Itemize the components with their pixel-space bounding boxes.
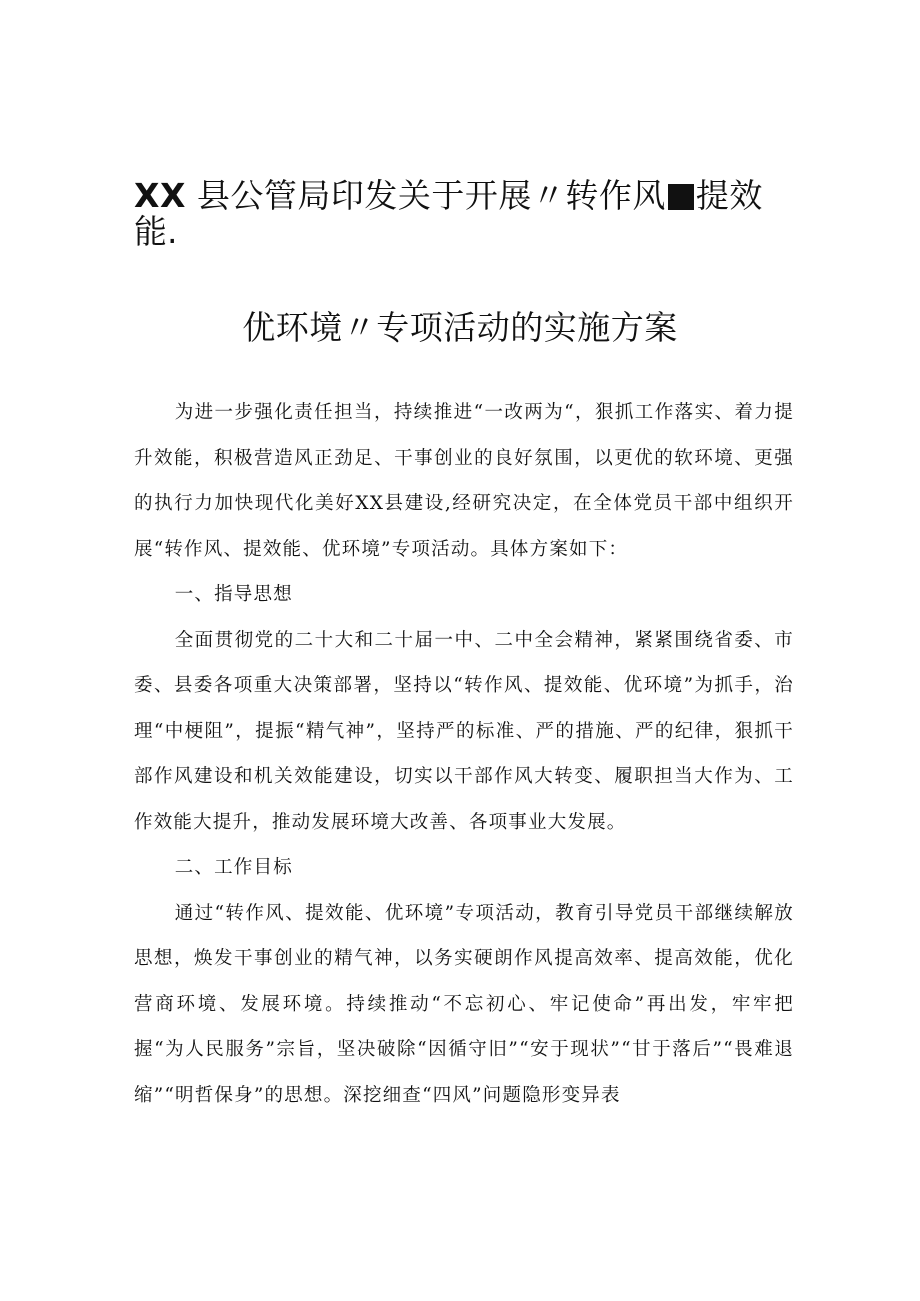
title-tail-text: 提效	[695, 176, 763, 215]
redacted-block-icon	[668, 184, 694, 210]
work-goals-paragraph: 通过“转作风、提效能、优环境”专项活动，教育引导党员干部继续解放思想，焕发干事创业的精气神，以务实硬朗作风提高效率、提高效能，优化营商环境、发展环境。持续推动“不忘初心、牢记使命”再出发，牢牢把握“为人民服务”宗旨，坚决破除“因循守旧”“安于现状”“甘于落后”“畏难退缩”“明哲保身”的思想。深挖细查“四风”问题隐形变异表	[134, 902, 794, 1106]
section-heading-work-goals: 二、工作目标	[174, 857, 293, 878]
guiding-ideology-paragraph: 全面贯彻党的二十大和二十届一中、二中全会精神，紧紧围绕省委、市委、县委各项重大决策部署，坚持以“转作风、提效能、优环境”为抓手，治理“中梗阻”，提振“精气神”，坚持严的标准、严的措施、严的纪律，狠抓干部作风建设和机关效能建设，切实以干部作风大转变、履职担当大作为、工作效能大提升，推动发展环境大改善、各项事业大发展。	[134, 629, 794, 833]
section-heading-guiding-ideology: 一、指导思想	[174, 584, 293, 605]
title-prefix: XX	[134, 176, 186, 215]
intro-paragraph: 为进一步强化责任担当，持续推进“一改两为“，狠抓工作落实、着力提升效能，积极营造风正劲足、干事创业的良好氛围，以更优的软环境、更强的执行力加快现代化美好XX县建设,经研究决定，在全体党员干部中组织开展“转作风、提效能、优环境”专项活动。具体方案如下：	[134, 402, 794, 560]
document-title	[134, 176, 794, 216]
document-subtitle: 优环境〃专项活动的实施方案	[242, 308, 678, 347]
title-main-text: 县公管局印发关于开展〃转作风	[196, 176, 666, 215]
document-title-continuation: 能.	[134, 212, 178, 251]
document-body	[134, 390, 794, 1118]
